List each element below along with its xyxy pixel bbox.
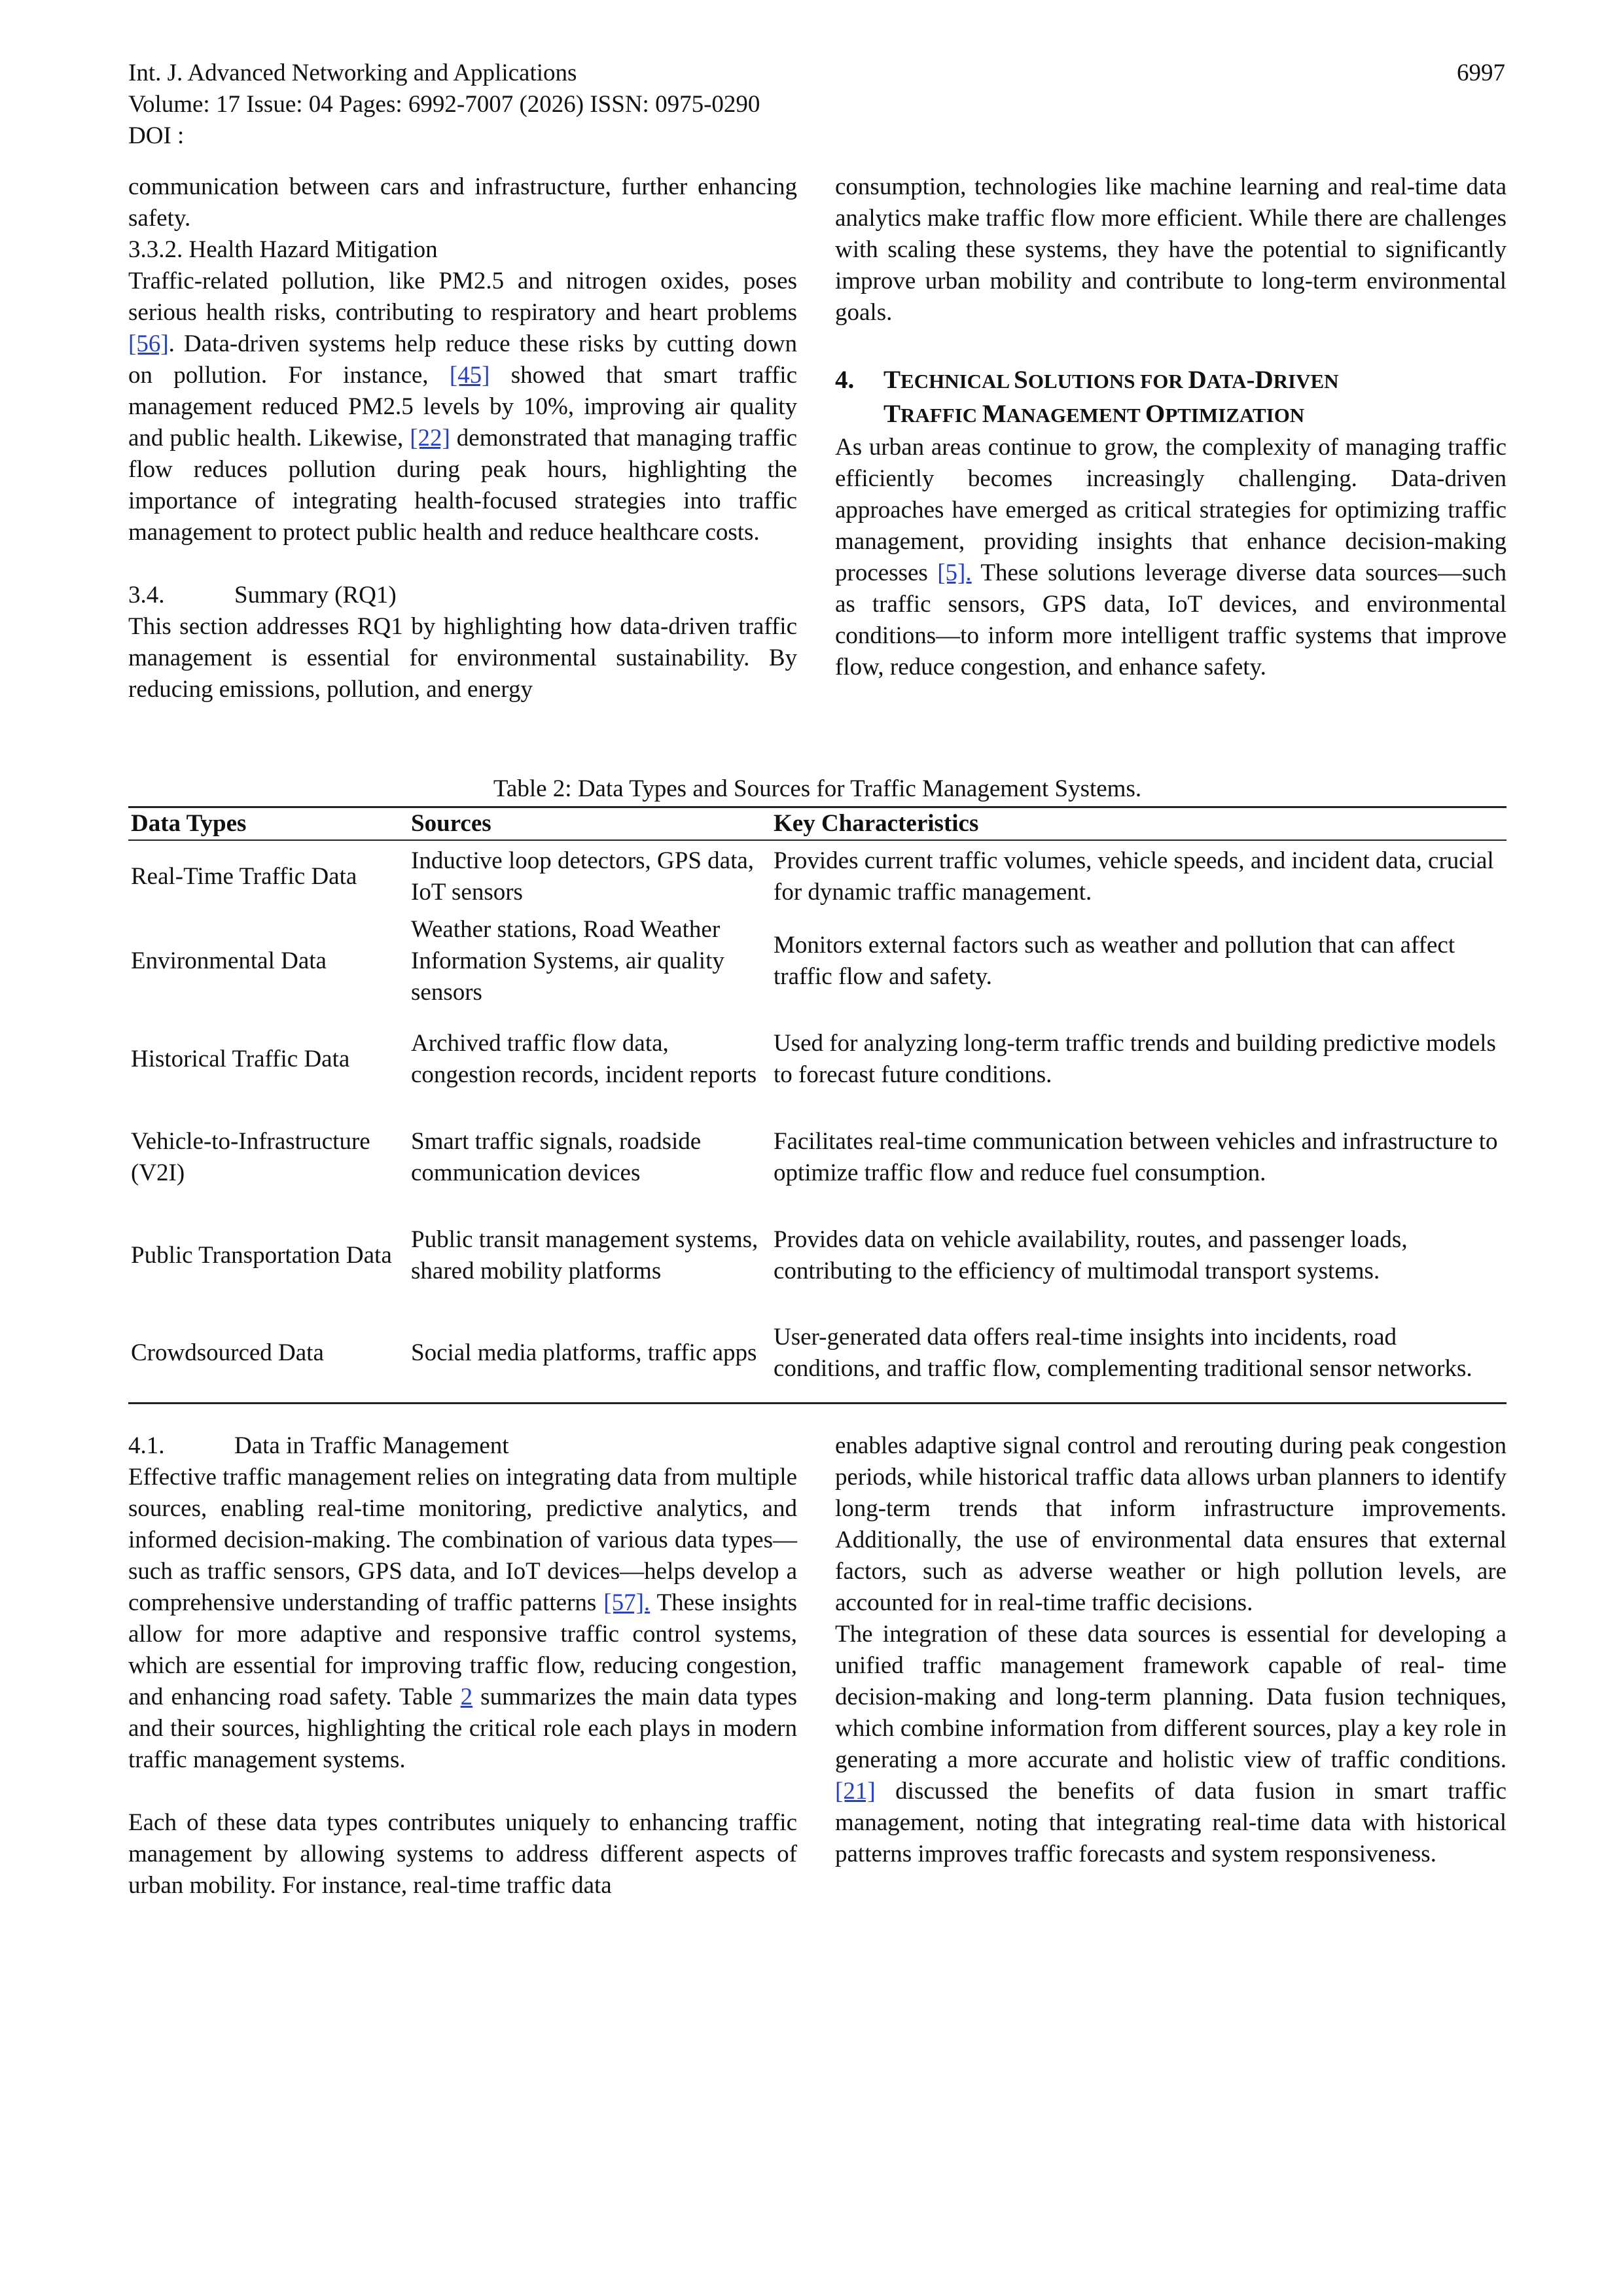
text-run: summarizes the main data types and their sources, highlighting the critical role each plays in modern traffic management systems. xyxy=(128,1684,797,1773)
text-run: demonstrated that managing traffic flow reduces pollution during peak hours, highlighting the importance of integrating health-focused strategies into traffic management to protect public health and reduce healthcare costs. xyxy=(128,425,797,546)
heading-smallcaps: ECHNICAL xyxy=(901,370,1014,393)
paragraph-health-hazard xyxy=(128,266,797,548)
table-cell: Social media platforms, traffic apps xyxy=(408,1305,771,1403)
page-number: 6997 xyxy=(1457,60,1505,86)
section-heading-line-1 xyxy=(835,364,1507,398)
heading-smallcaps: ANAGEMENT xyxy=(1006,404,1145,427)
table-cell: Facilitates real-time communication between vehicles and infrastructure to optimize traffic flow and reduce fuel consumption. xyxy=(774,1128,1498,1186)
table-row xyxy=(128,1010,1507,1108)
text-run: Effective traffic management relies on integrating data from multiple sources, enabling real-time monitoring, predictive analytics, and informed decision-making. The combination of various data types—such as traffic sensors, GPS data, and IoT devices—helps develop a comprehensive understanding of traffic patterns xyxy=(128,1464,797,1616)
paragraph-section-4-intro xyxy=(835,432,1507,683)
text-run: showed that smart traffic management reduced PM2.5 levels by 10%, improving air quality and public health. Likewise, xyxy=(128,362,797,451)
table-cell: User-generated data offers real-time insights into incidents, road conditions, and traffic flow, complementing traditional sensor networks. xyxy=(771,1305,1507,1403)
left-column-top xyxy=(128,171,797,705)
spacer xyxy=(835,328,1507,364)
citation-link-22[interactable]: [22] xyxy=(410,425,450,451)
table-cell: Crowdsourced Data xyxy=(128,1305,408,1403)
heading-smallcaps: ATA xyxy=(1206,370,1247,393)
table-cell: Used for analyzing long-term traffic trends and building predictive models to forecast future conditions. xyxy=(774,1030,1496,1088)
paragraph: Each of these data types contributes uniquely to enhancing traffic management by allowing systems to address different aspects of urban mobility. For instance, real-time traffic data xyxy=(128,1809,797,1899)
right-column-bottom xyxy=(835,1430,1507,1870)
citation-link-21[interactable]: [21] xyxy=(835,1778,876,1805)
table-cell: Historical Traffic Data xyxy=(131,1046,350,1072)
paragraph: consumption, technologies like machine learning and real-time data analytics make traffic flow more efficient. While there are challenges with scaling these systems, they have the potential to significantly improve urban mobility and contribute to long-term environmental goals. xyxy=(835,173,1507,326)
table-row xyxy=(128,840,1507,912)
spacer xyxy=(128,548,797,580)
table-header-row xyxy=(128,807,1507,841)
heading-cap: S xyxy=(1014,366,1028,394)
heading-cap: M xyxy=(982,400,1007,428)
paragraph-data-in-traffic xyxy=(128,1462,797,1776)
text-run: . Data-driven systems help reduce these risks by cutting down on pollution. For instance, xyxy=(128,330,797,389)
doi-line: DOI : xyxy=(128,122,185,149)
column-header: Key Characteristics xyxy=(771,807,1507,841)
table-row xyxy=(128,1305,1507,1403)
section-number: 4. xyxy=(835,366,855,394)
heading-smallcaps: OLUTIONS FOR xyxy=(1027,370,1188,393)
text-run: These insights allow for more adaptive and responsive traffic control systems, which are essential for improving traffic flow, reducing congestion, and enhancing road safety. Table xyxy=(128,1589,797,1710)
subsection-heading-3-4 xyxy=(128,580,797,611)
citation-link-57[interactable]: [57]. xyxy=(603,1589,651,1616)
subsection-heading-3-3-2: 3.3.2. Health Hazard Mitigation xyxy=(128,236,438,263)
table-cell: Archived traffic flow data, congestion records, incident reports xyxy=(411,1030,757,1088)
heading-cap: T xyxy=(883,366,901,394)
section-title: Summary (RQ1) xyxy=(234,582,397,609)
right-column-top xyxy=(835,171,1507,683)
section-heading-line-2 xyxy=(835,398,1507,432)
table-cell: Public transit management systems, shared mobility platforms xyxy=(411,1226,758,1284)
section-number: 3.4. xyxy=(128,582,165,609)
heading-smallcaps: RAFFIC xyxy=(901,404,982,427)
left-column-bottom xyxy=(128,1430,797,1901)
text-run: The integration of these data sources is essential for developing a unified traffic management framework capable of real- time decision-making and long-term planning. Data fusion techniques, which combine information from different sources, play a key role in generating a more accurate and holistic view of traffic conditions. xyxy=(835,1621,1507,1773)
heading-smallcaps: PTIMIZATION xyxy=(1165,404,1305,427)
data-types-table xyxy=(128,806,1507,1404)
table-caption: Table 2: Data Types and Sources for Traffic Management Systems. xyxy=(493,775,1142,802)
spacer xyxy=(128,1776,797,1807)
table-row xyxy=(128,1108,1507,1207)
table-cell: Provides current traffic volumes, vehicle speeds, and incident data, crucial for dynamic traffic management. xyxy=(774,847,1494,906)
text-run: discussed the benefits of data fusion in smart traffic management, noting that integrating real-time data with historical patterns improves traffic forecasts and system responsiveness. xyxy=(835,1778,1507,1867)
volume-line: Volume: 17 Issue: 04 Pages: 6992-7007 (2026) ISSN: 0975-0290 xyxy=(128,91,760,118)
text-run: These solutions leverage diverse data sources—such as traffic sensors, GPS data, IoT devices, and environmental conditions—to inform more intelligent traffic systems that improve flow, reduce congestion, and enhance safety. xyxy=(835,559,1507,680)
heading-cap: D xyxy=(1188,366,1207,394)
table-cell: Weather stations, Road Weather Information Systems, air quality sensors xyxy=(411,916,724,1006)
citation-link-5[interactable]: [5]. xyxy=(937,559,972,586)
table-cell: Real-Time Traffic Data xyxy=(131,862,357,890)
paragraph: enables adaptive signal control and rerouting during peak congestion periods, while historical traffic data allows urban planners to identify long-term trends that inform infrastructure improvements. Additionally, the use of environmental data ensures that external factors, such as adverse weather or high pollution levels, are accounted for in real-time traffic decisions. xyxy=(835,1432,1507,1616)
table-cell: Public Transportation Data xyxy=(131,1242,392,1269)
column-header: Sources xyxy=(408,807,771,841)
paragraph-integration xyxy=(835,1619,1507,1870)
table-cell: Provides data on vehicle availability, routes, and passenger loads, contributing to the efficiency of multimodal transport systems. xyxy=(774,1226,1408,1284)
column-header: Data Types xyxy=(128,807,408,841)
subsection-heading-4-1 xyxy=(128,1430,797,1462)
citation-link-45[interactable]: [45] xyxy=(449,362,490,389)
paragraph-summary: This section addresses RQ1 by highlighting how data-driven traffic management is essential for environmental sustainability. By reducing emissions, pollution, and energy xyxy=(128,613,797,703)
heading-smallcaps: RIVEN xyxy=(1273,370,1339,393)
table-cell: Vehicle-to-Infrastructure (V2I) xyxy=(131,1128,370,1186)
heading-cap: T xyxy=(883,400,901,428)
table-cell: Monitors external factors such as weather and pollution that can affect traffic flow and safety. xyxy=(774,932,1455,990)
heading-cap: O xyxy=(1145,400,1166,428)
section-heading-4 xyxy=(835,364,1507,432)
journal-title: Int. J. Advanced Networking and Applications xyxy=(128,60,577,86)
table-cell: Inductive loop detectors, GPS data, IoT sensors xyxy=(411,847,755,906)
paragraph: communication between cars and infrastructure, further enhancing safety. xyxy=(128,173,797,232)
table-row xyxy=(128,1207,1507,1305)
table-row xyxy=(128,912,1507,1010)
section-title: Data in Traffic Management xyxy=(234,1432,509,1459)
text-run: As urban areas continue to grow, the complexity of managing traffic efficiently becomes increasingly challenging. Data-driven approaches have emerged as critical strategies for optimizing traffic management, providing insights that enhance decision-making processes xyxy=(835,434,1507,586)
table-cell: Environmental Data xyxy=(131,947,327,974)
heading-dash: - xyxy=(1246,366,1255,394)
section-number: 4.1. xyxy=(128,1432,165,1459)
running-header xyxy=(128,58,760,152)
citation-link-56[interactable]: [56] xyxy=(128,330,169,357)
table-reference-link[interactable]: 2 xyxy=(460,1684,473,1710)
table-cell: Smart traffic signals, roadside communication devices xyxy=(411,1128,702,1186)
heading-cap: D xyxy=(1255,366,1274,394)
text-run: Traffic-related pollution, like PM2.5 and nitrogen oxides, poses serious health risks, contributing to respiratory and heart problems xyxy=(128,268,797,326)
